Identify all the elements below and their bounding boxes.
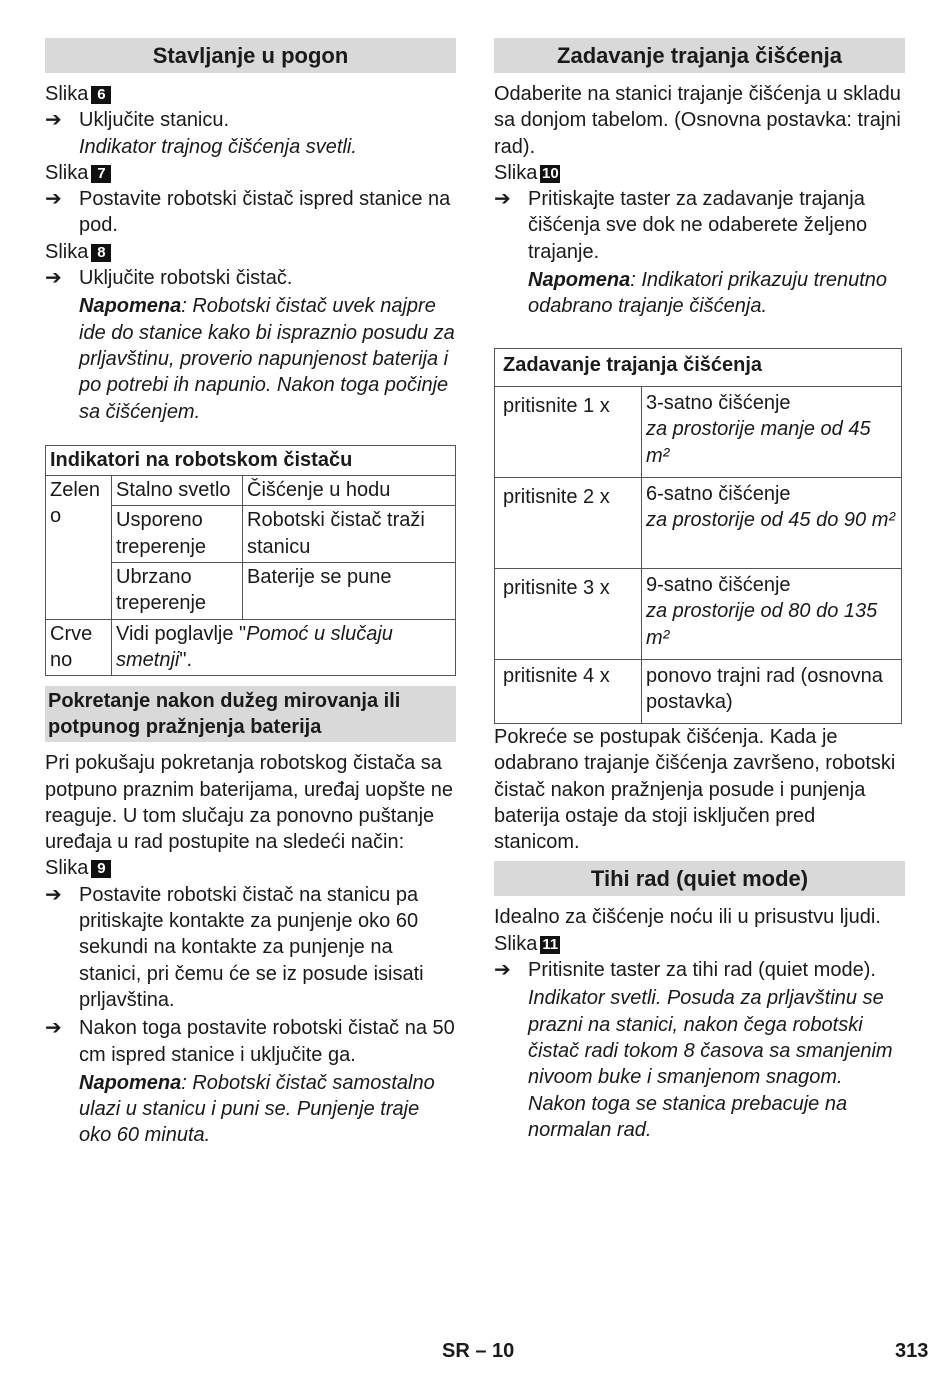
table-cell: 9-satno čišćenje za prostorije od 80 do 135 m²	[642, 568, 902, 659]
table-cell: Robotski čistač traži stanicu	[243, 506, 456, 563]
page-number: 313	[895, 1340, 929, 1362]
language-page-label: SR – 10	[442, 1340, 515, 1362]
table-cell: 3-satno čišćenje za prostorije manje od 45 m²	[642, 386, 902, 477]
table-cell: Ubrzano treperenje	[112, 563, 243, 620]
table-cell: Vidi poglavlje "Pomoć u slučaju smetnji".	[112, 619, 456, 676]
figure-ref: Slika 8	[45, 239, 456, 265]
instruction-step: ➔ Uključite robotski čistač.	[45, 265, 456, 291]
paragraph: Odaberite na stanici trajanje čišćenja u skladu sa donjom tabelom. (Osnovna postavka: trajni rad).	[494, 83, 901, 158]
arrow-icon: ➔	[45, 267, 62, 290]
figure-number-badge: 11	[540, 936, 560, 954]
arrow-icon: ➔	[45, 883, 62, 906]
section-title-restart: Pokretanje nakon dužeg mirovanja ili potpunog pražnjenja baterija	[45, 686, 456, 742]
figure-number-badge: 9	[91, 860, 111, 878]
arrow-icon: ➔	[45, 188, 62, 211]
table-cell: 6-satno čišćenje za prostorije od 45 do 90 m²	[642, 477, 902, 568]
table-cell: pritisnite 1 x	[495, 386, 642, 477]
table-cell: Stalno svetlo	[112, 476, 243, 506]
table-cell: pritisnite 3 x	[495, 568, 642, 659]
table-cell: Baterije se pune	[243, 563, 456, 620]
instruction-step: ➔ Pritiskajte taster za zadavanje trajanja čišćenja sve dok ne odaberete željeno trajanje.	[494, 188, 868, 263]
paragraph: Pokreće se postupak čišćenja. Kada je odabrano trajanje čišćenja završeno, robotski čistač nakon pražnjenja posude i punjenja baterija ostaje da stoji isključen pred stanicom.	[494, 725, 896, 854]
right-column	[494, 38, 905, 1143]
instruction-step: ➔ Postavite robotski čistač ispred stanice na pod.	[45, 188, 451, 237]
figure-number-badge: 8	[91, 244, 111, 262]
instruction-step: ➔ Postavite robotski čistač na stanicu pa pritiskajte kontakte za punjenje oko 60 sekundi na kontakte za punjenje na stanici, pri čemu će se iz posude isisati prljavština.	[45, 883, 424, 1011]
figure-ref: Slika 11	[494, 931, 905, 957]
note: Napomena: Robotski čistač uvek najpre ide do stanice kako bi ispraznio posudu za prljavštinu, proverio napunjenost baterija i po potrebi ih napunio. Nakon toga počinje sa čišćenjem.	[79, 295, 455, 423]
table-title: Indikatori na robotskom čistaču	[46, 445, 456, 475]
instruction-step: ➔ Nakon toga postavite robotski čistač na 50 cm ispred stanice i uključite ga.	[45, 1017, 455, 1066]
figure-ref: Slika 7	[45, 160, 456, 186]
table-cell: pritisnite 4 x	[495, 659, 642, 723]
table-title: Zadavanje trajanja čišćenja	[495, 348, 902, 386]
arrow-icon: ➔	[494, 959, 511, 982]
section-title-duration: Zadavanje trajanja čišćenja	[494, 38, 905, 73]
indicator-table	[45, 445, 456, 676]
table-cell: Usporeno treperenje	[112, 506, 243, 563]
note: Napomena: Robotski čistač samostalno ulazi u stanicu i puni se. Punjenje traje oko 60 minuta.	[79, 1071, 435, 1147]
section-title-startup: Stavljanje u pogon	[45, 38, 456, 73]
figure-ref: Slika 10	[494, 161, 559, 184]
figure-ref: Slika 6	[45, 81, 456, 107]
table-cell: ponovo trajni rad (osnovna postavka)	[642, 659, 902, 723]
figure-number-badge: 6	[91, 86, 111, 104]
instruction-step: ➔ Uključite stanicu.	[45, 107, 456, 133]
figure-number-badge: 10	[542, 164, 559, 182]
note: Napomena: Indikatori prikazuju trenutno odabrano trajanje čišćenja.	[528, 269, 888, 318]
arrow-icon: ➔	[45, 109, 62, 132]
paragraph: Pri pokušaju pokretanja robotskog čistača sa potpuno praznim baterijama, uređaj uopšte ne reaguje. U tom slučaju za ponovno puštanje uređaja u rad postupite na sledeći način:	[45, 752, 454, 854]
step-note: Indikator svetli. Posuda za prljavštinu se prazni na stanici, nakon čega robotski čistač radi tokom 8 časova sa smanjenim nivoom buke i smanjenom snagom. Nakon toga se stanica prebacuje na normalan rad.	[528, 987, 893, 1141]
duration-table	[494, 348, 902, 724]
table-cell: pritisnite 2 x	[495, 477, 642, 568]
section-title-quiet-mode: Tihi rad (quiet mode)	[494, 861, 905, 896]
figure-number-badge: 7	[91, 165, 111, 183]
table-cell-color: Crve no	[46, 619, 112, 676]
left-column	[45, 38, 456, 1149]
step-note: Indikator trajnog čišćenja svetli.	[79, 135, 357, 158]
figure-ref: Slika 9	[45, 855, 456, 881]
arrow-icon: ➔	[494, 188, 511, 211]
instruction-step: ➔ Pritisnite taster za tihi rad (quiet mode).	[494, 957, 905, 983]
paragraph: Idealno za čišćenje noću ili u prisustvu ljudi.	[494, 906, 881, 929]
arrow-icon: ➔	[45, 1017, 62, 1040]
table-cell-color: Zelen o	[46, 476, 112, 619]
table-cell: Čišćenje u hodu	[243, 476, 456, 506]
